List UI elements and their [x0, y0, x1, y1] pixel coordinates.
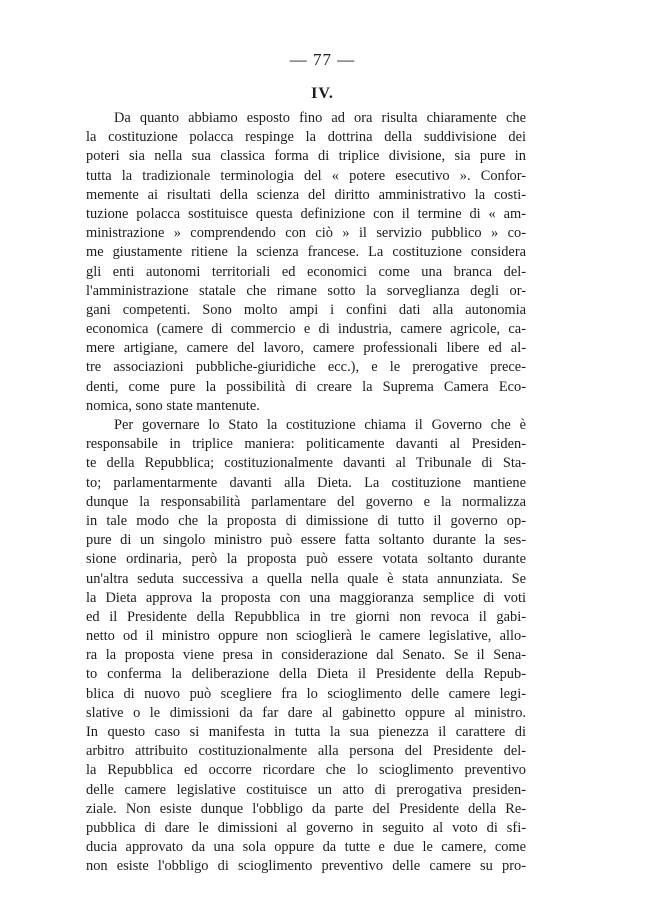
paragraph-2 [86, 416, 526, 877]
text-line: poteri sia nella sua classica forma di triplice divisione, sia pure in [86, 148, 526, 165]
text-line: gani competenti. Sono molto ampi i confini dati alla autonomia [86, 301, 526, 318]
text-line: ed il Presidente della Repubblica in tre giorni non revoca il gabi- [86, 608, 526, 625]
text-line: in tale modo che la proposta di dimissione di tutto il governo op- [86, 512, 526, 529]
text-line: gli enti autonomi territoriali ed economici come una branca del- [86, 263, 526, 280]
text-line: Per governare lo Stato la costituzione chiama il Governo che è [114, 417, 526, 433]
text-line: economica (camere di commercio e di industria, camere agricole, ca- [86, 321, 526, 338]
text-line: Da quanto abbiamo esposto fino ad ora risulta chiaramente che [114, 110, 526, 126]
text-line: responsabile in triplice maniera: politicamente davanti al Presiden- [86, 436, 526, 453]
text-line: ducia approvato da una sola oppure da tutte e due le camere, come [86, 839, 526, 856]
text-line: arbitro attribuito costituzionalmente alla persona del Presidente del- [86, 743, 526, 760]
text-line: denti, come pure la possibilità di creare la Suprema Camera Eco- [86, 378, 526, 395]
text-line: te della Repubblica; costituzionalmente davanti al Tribunale di Sta- [86, 455, 526, 472]
text-line: me giustamente ritiene la scienza francese. La costituzione considera [86, 244, 526, 261]
text-line: mere artigiane, camere del lavoro, camere professionali libere ed al- [86, 340, 526, 357]
text-line: pure di un singolo ministro può essere fatta soltanto durante la ses- [86, 532, 526, 549]
text-line: l'amministrazione statale che rimane sotto la sorveglianza degli or- [86, 282, 526, 299]
section-heading: IV. [311, 85, 334, 102]
text-line: sione ordinaria, però la proposta può essere votata soltanto durante [86, 551, 526, 568]
text-line: netto od il ministro oppure non scioglierà le camere legislative, allo- [86, 628, 526, 645]
text-line: ministrazione » comprendendo con ciò » il servizio pubblico » co- [86, 225, 526, 242]
text-line: tre associazioni pubbliche-giuridiche ecc.), e le prerogative prece- [86, 359, 526, 376]
paragraph-1 [86, 109, 526, 416]
body-text [86, 109, 526, 877]
text-line: tuzione polacca sostituisce questa definizione con il termine di « am- [86, 205, 526, 222]
text-line: la Repubblica ed occorre ricordare che lo scioglimento preventivo [86, 762, 526, 779]
text-line: slative o le dimissioni da far dare al gabinetto oppure al ministro. [86, 704, 526, 721]
text-line: delle camere legislative costituisce un atto di prerogativa presiden- [86, 781, 526, 798]
text-line: In questo caso si manifesta in tutta la sua pienezza il carattere di [86, 724, 526, 740]
text-line: memente ai risultati della scienza del diritto amministrativo la costi- [86, 186, 526, 203]
text-line: pubblica di dare le dimissioni al governo in seguito al voto di sfi- [86, 819, 526, 836]
text-line: un'altra seduta successiva a quella nella quale è stata annunziata. Se [86, 570, 526, 587]
page-number: — 77 — [289, 50, 356, 69]
text-line: ra la proposta viene presa in considerazione dal Senato. Se il Sena- [86, 647, 526, 664]
text-line: to; parlamentarmente davanti alla Dieta. La costituzione mantiene [86, 474, 526, 491]
text-line: to conferma la deliberazione della Dieta il Presidente della Repub- [86, 666, 526, 683]
text-line: blica di nuovo può scegliere fra lo scioglimento delle camere legi- [86, 685, 526, 702]
text-line: ziale. Non esiste dunque l'obbligo da parte del Presidente della Re- [86, 800, 526, 817]
text-line: non esiste l'obbligo di scioglimento preventivo delle camere su pro- [86, 858, 526, 875]
text-line: la costituzione polacca respinge la dottrina della suddivisione dei [86, 129, 526, 146]
text-line: dunque la responsabilità parlamentare del governo e la normalizza [86, 493, 526, 510]
text-line: nomica, sono state mantenute. [86, 397, 260, 414]
text-line: tutta la tradizionale terminologia del « potere esecutivo ». Confor- [86, 167, 526, 184]
text-line: la Dieta approva la proposta con una maggioranza semplice di voti [86, 589, 526, 606]
